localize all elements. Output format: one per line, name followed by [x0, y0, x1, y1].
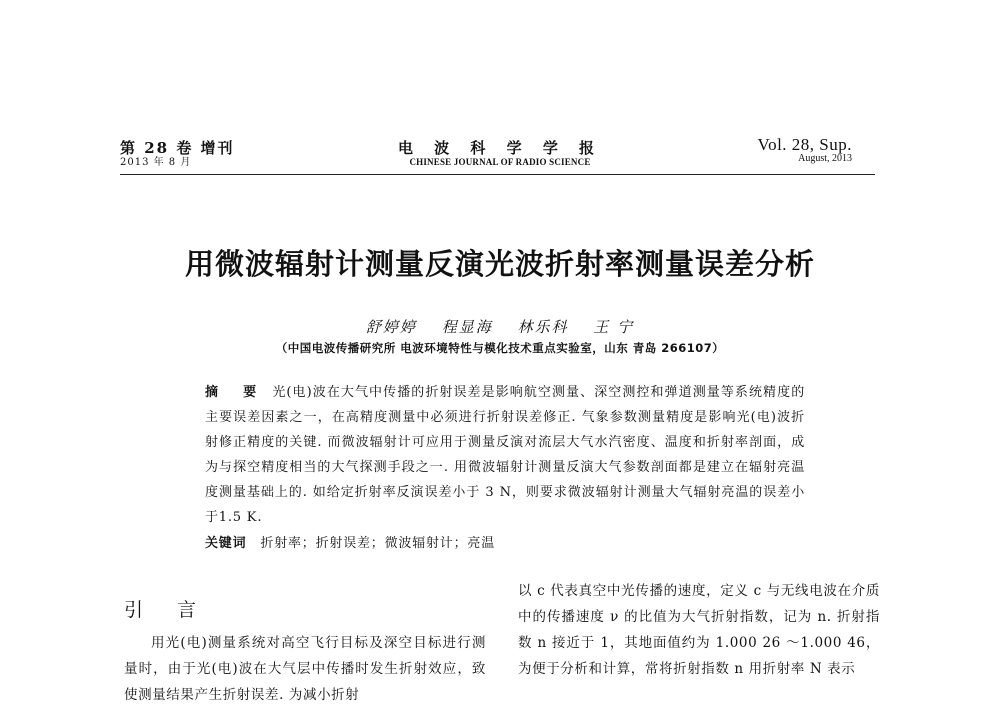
- header-left: [120, 140, 235, 168]
- date-en: August, 2013: [798, 152, 852, 164]
- volume-en: Vol. 28, Sup.: [757, 135, 852, 154]
- journal-name-cn: 电 波 科 学 学 报: [397, 139, 603, 157]
- affiliation: （中国电波传播研究所 电波环境特性与模化技术重点实验室，山东 青岛 266107）: [275, 341, 725, 355]
- body-right-paragraph: 以 c 代表真空中光传播的速度，定义 c 与无线电波在介质中的传播速度 ν 的比值为大气折射指数，记为 n. 折射指数 n 接近于 1，其地面值约为 1.000 26 ～1.000 46，为便于分析和计算，常将折射指数 n 用折射率 N 表示: [518, 583, 880, 677]
- abstract: [205, 380, 805, 530]
- author-3: 林乐科: [517, 318, 569, 336]
- header-center: [360, 140, 640, 168]
- keywords-text: 折射率；折射误差；微波辐射计；亮温: [260, 536, 496, 551]
- section-heading: 引 言: [124, 599, 211, 621]
- body-left-paragraph: 用光(电)测量系统对高空飞行目标及深空目标进行测量时，由于光(电)波在大气层中传播时发生折射效应，致使测量结果产生折射误差. 为减小折射: [124, 635, 486, 703]
- abstract-label: 摘 要: [205, 385, 267, 400]
- keywords: [205, 532, 805, 551]
- author-2: 程显海: [441, 318, 493, 336]
- volume-cn: 第 28 卷 增刊: [120, 139, 235, 157]
- body-left-column: [124, 630, 486, 708]
- paper-title: 用微波辐射计测量反演光波折射率测量误差分析: [184, 247, 815, 281]
- abstract-text: 光(电)波在大气中传播的折射误差是影响航空测量、深空测控和弹道测量等系统精度的主要误差因素之一，在高精度测量中必须进行折射误差修正. 气象参数测量精度是影响光(电)波折射修正精度的关键. 而微波辐射计可应用于测量反演对流层大气水汽密度、温度和折射率剖面，成为与探空精度相当的大气探测手段之一. 用微波辐射计测量反演大气参数剖面都是建立在辐射亮温度测量基础上的. 如给定折射率反演误差小于 3 N，则要求微波辐射计测量大气辐射亮温的误差小于1.5 K.: [205, 385, 805, 525]
- date-cn: 2013 年 8 月: [120, 156, 192, 168]
- author-list: [0, 316, 1000, 337]
- body-right-column: [518, 578, 880, 682]
- header-right: [757, 136, 852, 164]
- author-4: 王 宁: [593, 318, 635, 336]
- keywords-label: 关键词: [205, 536, 247, 551]
- journal-name-en: CHINESE JOURNAL OF RADIO SCIENCE: [409, 157, 591, 168]
- author-1: 舒婷婷: [365, 318, 417, 336]
- header-rule: [120, 174, 875, 175]
